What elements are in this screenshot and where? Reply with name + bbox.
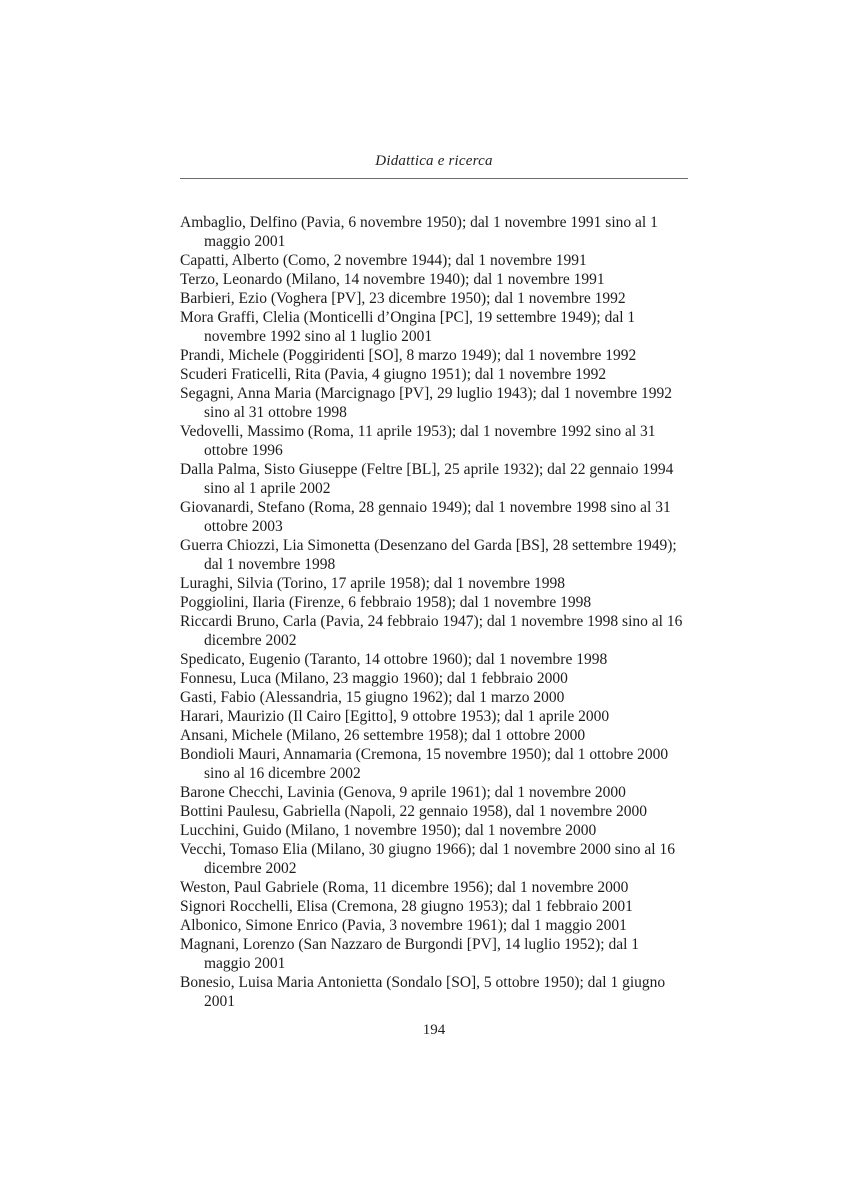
list-entry: Lucchini, Guido (Milano, 1 novembre 1950); dal 1 novembre 2000: [180, 822, 597, 839]
list-entry: Ansani, Michele (Milano, 26 settembre 1958); dal 1 ottobre 2000: [180, 727, 586, 744]
list-entry: Guerra Chiozzi, Lia Simonetta (Desenzano del Garda [BS], 28 settembre 1949); dal 1 novembre 1998: [180, 537, 677, 573]
list-entry: Weston, Paul Gabriele (Roma, 11 dicembre 1956); dal 1 novembre 2000: [180, 879, 629, 896]
list-entry: Albonico, Simone Enrico (Pavia, 3 novembre 1961); dal 1 maggio 2001: [180, 917, 627, 934]
list-entry: Barone Checchi, Lavinia (Genova, 9 aprile 1961); dal 1 novembre 2000: [180, 784, 626, 801]
list-entry: Signori Rocchelli, Elisa (Cremona, 28 giugno 1953); dal 1 febbraio 2001: [180, 898, 633, 915]
running-head: Didattica e ricerca: [375, 153, 493, 169]
list-entry: Luraghi, Silvia (Torino, 17 aprile 1958); dal 1 novembre 1998: [180, 575, 566, 592]
list-entry: Segagni, Anna Maria (Marcignago [PV], 29 luglio 1943); dal 1 novembre 1992 sino al 31 ottobre 1998: [180, 385, 673, 421]
list-entry: Ambaglio, Delfino (Pavia, 6 novembre 1950); dal 1 novembre 1991 sino al 1 maggio 2001: [180, 214, 658, 250]
header-rule: [180, 178, 688, 179]
content-column: [180, 152, 688, 1011]
list-entry: Vecchi, Tomaso Elia (Milano, 30 giugno 1966); dal 1 novembre 2000 sino al 16 dicembre 2002: [180, 841, 675, 877]
page-number: 194: [422, 1022, 446, 1038]
list-entry: Giovanardi, Stefano (Roma, 28 gennaio 1949); dal 1 novembre 1998 sino al 31 ottobre 2003: [180, 499, 671, 535]
list-entry: Dalla Palma, Sisto Giuseppe (Feltre [BL], 25 aprile 1932); dal 22 gennaio 1994 sino al 1 aprile 2002: [180, 461, 674, 497]
list-entry: Mora Graffi, Clelia (Monticelli d’Ongina [PC], 19 settembre 1949); dal 1 novembre 1992 sino al 1 luglio 2001: [180, 309, 636, 345]
list-entry: Prandi, Michele (Poggiridenti [SO], 8 marzo 1949); dal 1 novembre 1992: [180, 347, 637, 364]
list-entry: Harari, Maurizio (Il Cairo [Egitto], 9 ottobre 1953); dal 1 aprile 2000: [180, 708, 610, 725]
list-entry: Terzo, Leonardo (Milano, 14 novembre 1940); dal 1 novembre 1991: [180, 271, 605, 288]
list-entry: Poggiolini, Ilaria (Firenze, 6 febbraio 1958); dal 1 novembre 1998: [180, 594, 592, 611]
list-entry: Vedovelli, Massimo (Roma, 11 aprile 1953); dal 1 novembre 1992 sino al 31 ottobre 1996: [180, 423, 656, 459]
list-entry: Fonnesu, Luca (Milano, 23 maggio 1960); dal 1 febbraio 2000: [180, 670, 568, 687]
list-entry: Riccardi Bruno, Carla (Pavia, 24 febbraio 1947); dal 1 novembre 1998 sino al 16 dicembre 2002: [180, 613, 683, 649]
list-entry: Capatti, Alberto (Como, 2 novembre 1944); dal 1 novembre 1991: [180, 252, 587, 269]
list-entry: Bottini Paulesu, Gabriella (Napoli, 22 gennaio 1958), dal 1 novembre 2000: [180, 803, 648, 820]
list-entry: Bondioli Mauri, Annamaria (Cremona, 15 novembre 1950); dal 1 ottobre 2000 sino al 16 dicembre 2002: [180, 746, 669, 782]
list-entry: Bonesio, Luisa Maria Antonietta (Sondalo [SO], 5 ottobre 1950); dal 1 giugno 2001: [180, 974, 666, 1010]
list-entry: Gasti, Fabio (Alessandria, 15 giugno 1962); dal 1 marzo 2000: [180, 689, 565, 706]
list-entry: Scuderi Fraticelli, Rita (Pavia, 4 giugno 1951); dal 1 novembre 1992: [180, 366, 607, 383]
list-entry: Barbieri, Ezio (Voghera [PV], 23 dicembre 1950); dal 1 novembre 1992: [180, 290, 626, 307]
entry-list: [180, 213, 688, 1011]
list-entry: Spedicato, Eugenio (Taranto, 14 ottobre 1960); dal 1 novembre 1998: [180, 651, 608, 668]
list-entry: Magnani, Lorenzo (San Nazzaro de Burgondi [PV], 14 luglio 1952); dal 1 maggio 2001: [180, 936, 640, 972]
